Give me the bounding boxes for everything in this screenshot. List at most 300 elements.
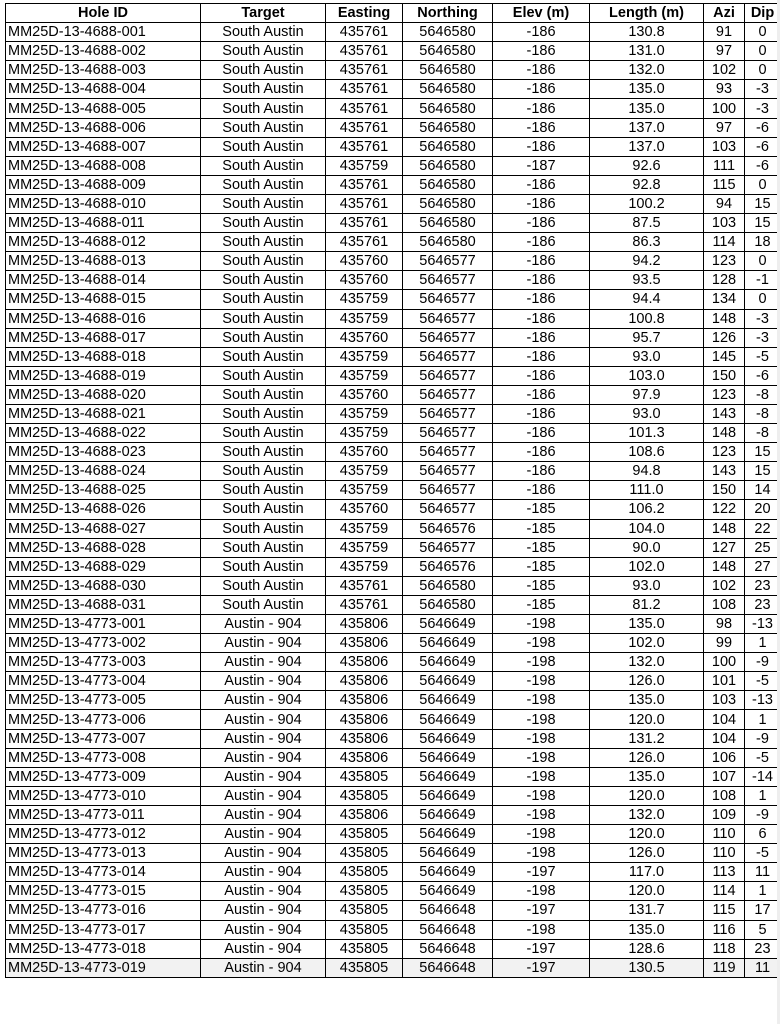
cell-length: 94.8 <box>590 462 704 481</box>
cell-dip: -6 <box>745 366 780 385</box>
cell-northing: 5646649 <box>403 863 493 882</box>
cell-target: South Austin <box>201 118 326 137</box>
cell-easting: 435806 <box>326 729 403 748</box>
cell-easting: 435759 <box>326 538 403 557</box>
cell-elev: -186 <box>493 80 590 99</box>
cell-length: 135.0 <box>590 80 704 99</box>
table-row <box>6 615 780 634</box>
cell-dip: -13 <box>745 691 780 710</box>
cell-elev: -186 <box>493 328 590 347</box>
cell-target: South Austin <box>201 156 326 175</box>
table-row <box>6 443 780 462</box>
cell-target: Austin - 904 <box>201 863 326 882</box>
cell-hole-id: MM25D-13-4688-002 <box>6 42 201 61</box>
cell-easting: 435759 <box>326 309 403 328</box>
cell-hole-id: MM25D-13-4688-016 <box>6 309 201 328</box>
cell-hole-id: MM25D-13-4773-016 <box>6 901 201 920</box>
cell-azi: 150 <box>704 481 745 500</box>
cell-northing: 5646577 <box>403 404 493 423</box>
cell-azi: 102 <box>704 61 745 80</box>
cell-hole-id: MM25D-13-4688-030 <box>6 576 201 595</box>
cell-northing: 5646580 <box>403 233 493 252</box>
cell-easting: 435805 <box>326 920 403 939</box>
cell-dip: 1 <box>745 634 780 653</box>
table-row <box>6 424 780 443</box>
cell-target: South Austin <box>201 194 326 213</box>
cell-length: 92.8 <box>590 175 704 194</box>
cell-hole-id: MM25D-13-4688-029 <box>6 557 201 576</box>
table-row <box>6 23 780 42</box>
cell-length: 132.0 <box>590 805 704 824</box>
cell-length: 95.7 <box>590 328 704 347</box>
cell-elev: -186 <box>493 404 590 423</box>
cell-azi: 143 <box>704 462 745 481</box>
cell-dip: -8 <box>745 404 780 423</box>
cell-azi: 128 <box>704 271 745 290</box>
cell-easting: 435761 <box>326 23 403 42</box>
cell-northing: 5646580 <box>403 576 493 595</box>
cell-target: Austin - 904 <box>201 939 326 958</box>
cell-target: Austin - 904 <box>201 786 326 805</box>
cell-target: Austin - 904 <box>201 672 326 691</box>
cell-dip: 25 <box>745 538 780 557</box>
cell-hole-id: MM25D-13-4688-006 <box>6 118 201 137</box>
cell-azi: 127 <box>704 538 745 557</box>
header-azi: Azi <box>704 4 745 23</box>
cell-northing: 5646577 <box>403 424 493 443</box>
cell-northing: 5646649 <box>403 729 493 748</box>
cell-length: 93.0 <box>590 404 704 423</box>
header-target: Target <box>201 4 326 23</box>
cell-dip: 20 <box>745 500 780 519</box>
cell-northing: 5646577 <box>403 385 493 404</box>
cell-dip: -8 <box>745 385 780 404</box>
cell-elev: -186 <box>493 137 590 156</box>
cell-length: 97.9 <box>590 385 704 404</box>
cell-hole-id: MM25D-13-4688-019 <box>6 366 201 385</box>
cell-dip: 0 <box>745 175 780 194</box>
cell-length: 120.0 <box>590 825 704 844</box>
cell-azi: 118 <box>704 939 745 958</box>
cell-elev: -197 <box>493 958 590 977</box>
cell-elev: -185 <box>493 557 590 576</box>
cell-azi: 103 <box>704 691 745 710</box>
cell-dip: 17 <box>745 901 780 920</box>
cell-azi: 97 <box>704 42 745 61</box>
table-row <box>6 710 780 729</box>
cell-easting: 435761 <box>326 233 403 252</box>
cell-length: 93.0 <box>590 576 704 595</box>
cell-length: 100.2 <box>590 194 704 213</box>
table-row <box>6 672 780 691</box>
cell-hole-id: MM25D-13-4688-013 <box>6 252 201 271</box>
cell-dip: 23 <box>745 595 780 614</box>
cell-length: 120.0 <box>590 882 704 901</box>
cell-length: 90.0 <box>590 538 704 557</box>
cell-target: South Austin <box>201 290 326 309</box>
cell-dip: -3 <box>745 328 780 347</box>
cell-azi: 123 <box>704 385 745 404</box>
cell-dip: -9 <box>745 805 780 824</box>
cell-azi: 148 <box>704 309 745 328</box>
header-easting: Easting <box>326 4 403 23</box>
cell-dip: 0 <box>745 42 780 61</box>
table-row <box>6 557 780 576</box>
table-row <box>6 347 780 366</box>
cell-northing: 5646580 <box>403 595 493 614</box>
cell-elev: -186 <box>493 290 590 309</box>
cell-elev: -197 <box>493 863 590 882</box>
table-row <box>6 462 780 481</box>
cell-easting: 435806 <box>326 805 403 824</box>
header-dip: Dip <box>745 4 780 23</box>
cell-azi: 148 <box>704 557 745 576</box>
table-row <box>6 42 780 61</box>
table-row <box>6 805 780 824</box>
cell-target: South Austin <box>201 519 326 538</box>
table-row <box>6 920 780 939</box>
cell-northing: 5646577 <box>403 252 493 271</box>
cell-elev: -186 <box>493 443 590 462</box>
cell-azi: 94 <box>704 194 745 213</box>
table-row <box>6 786 780 805</box>
cell-northing: 5646649 <box>403 767 493 786</box>
cell-hole-id: MM25D-13-4688-008 <box>6 156 201 175</box>
cell-dip: -3 <box>745 309 780 328</box>
cell-length: 102.0 <box>590 634 704 653</box>
cell-hole-id: MM25D-13-4688-024 <box>6 462 201 481</box>
cell-length: 126.0 <box>590 844 704 863</box>
cell-target: Austin - 904 <box>201 691 326 710</box>
cell-northing: 5646580 <box>403 118 493 137</box>
cell-easting: 435806 <box>326 672 403 691</box>
cell-target: South Austin <box>201 233 326 252</box>
cell-dip: -9 <box>745 729 780 748</box>
cell-northing: 5646577 <box>403 481 493 500</box>
cell-length: 93.0 <box>590 347 704 366</box>
cell-northing: 5646649 <box>403 825 493 844</box>
cell-target: South Austin <box>201 23 326 42</box>
cell-hole-id: MM25D-13-4773-008 <box>6 748 201 767</box>
cell-northing: 5646648 <box>403 901 493 920</box>
cell-length: 135.0 <box>590 691 704 710</box>
table-row <box>6 137 780 156</box>
cell-target: Austin - 904 <box>201 653 326 672</box>
cell-northing: 5646648 <box>403 920 493 939</box>
cell-dip: -3 <box>745 80 780 99</box>
cell-dip: -5 <box>745 748 780 767</box>
cell-elev: -198 <box>493 825 590 844</box>
cell-azi: 91 <box>704 23 745 42</box>
cell-length: 100.8 <box>590 309 704 328</box>
cell-dip: -5 <box>745 844 780 863</box>
cell-easting: 435806 <box>326 748 403 767</box>
cell-hole-id: MM25D-13-4688-014 <box>6 271 201 290</box>
cell-easting: 435761 <box>326 194 403 213</box>
cell-azi: 106 <box>704 748 745 767</box>
cell-length: 87.5 <box>590 214 704 233</box>
cell-northing: 5646577 <box>403 290 493 309</box>
table-row <box>6 653 780 672</box>
cell-easting: 435759 <box>326 156 403 175</box>
cell-length: 111.0 <box>590 481 704 500</box>
cell-target: South Austin <box>201 252 326 271</box>
cell-easting: 435805 <box>326 863 403 882</box>
cell-azi: 122 <box>704 500 745 519</box>
cell-length: 94.4 <box>590 290 704 309</box>
cell-elev: -186 <box>493 42 590 61</box>
cell-dip: 15 <box>745 214 780 233</box>
cell-easting: 435805 <box>326 882 403 901</box>
table-row <box>6 901 780 920</box>
cell-dip: 11 <box>745 863 780 882</box>
cell-easting: 435759 <box>326 290 403 309</box>
cell-hole-id: MM25D-13-4773-004 <box>6 672 201 691</box>
cell-hole-id: MM25D-13-4688-020 <box>6 385 201 404</box>
cell-easting: 435761 <box>326 175 403 194</box>
cell-azi: 150 <box>704 366 745 385</box>
table-row <box>6 99 780 118</box>
cell-easting: 435759 <box>326 557 403 576</box>
cell-easting: 435759 <box>326 366 403 385</box>
table-row <box>6 385 780 404</box>
cell-elev: -186 <box>493 99 590 118</box>
table-row <box>6 595 780 614</box>
cell-target: South Austin <box>201 538 326 557</box>
cell-length: 102.0 <box>590 557 704 576</box>
cell-length: 131.7 <box>590 901 704 920</box>
table-row <box>6 882 780 901</box>
table-row <box>6 252 780 271</box>
cell-easting: 435805 <box>326 786 403 805</box>
header-hole-id: Hole ID <box>6 4 201 23</box>
cell-elev: -186 <box>493 481 590 500</box>
cell-azi: 148 <box>704 424 745 443</box>
cell-azi: 104 <box>704 729 745 748</box>
cell-target: South Austin <box>201 443 326 462</box>
cell-azi: 114 <box>704 233 745 252</box>
cell-length: 131.0 <box>590 42 704 61</box>
cell-hole-id: MM25D-13-4773-014 <box>6 863 201 882</box>
cell-length: 108.6 <box>590 443 704 462</box>
cell-target: Austin - 904 <box>201 901 326 920</box>
cell-dip: 1 <box>745 786 780 805</box>
cell-length: 132.0 <box>590 653 704 672</box>
table-body <box>6 23 780 978</box>
cell-length: 137.0 <box>590 137 704 156</box>
cell-target: South Austin <box>201 175 326 194</box>
cell-elev: -186 <box>493 118 590 137</box>
cell-northing: 5646580 <box>403 137 493 156</box>
cell-length: 126.0 <box>590 748 704 767</box>
cell-dip: 11 <box>745 958 780 977</box>
cell-azi: 97 <box>704 118 745 137</box>
cell-target: South Austin <box>201 385 326 404</box>
cell-hole-id: MM25D-13-4773-002 <box>6 634 201 653</box>
cell-dip: 22 <box>745 519 780 538</box>
cell-northing: 5646648 <box>403 958 493 977</box>
table-row <box>6 328 780 347</box>
cell-azi: 102 <box>704 576 745 595</box>
cell-azi: 123 <box>704 252 745 271</box>
cell-easting: 435806 <box>326 615 403 634</box>
cell-elev: -186 <box>493 424 590 443</box>
cell-elev: -198 <box>493 805 590 824</box>
cell-target: Austin - 904 <box>201 844 326 863</box>
cell-hole-id: MM25D-13-4773-009 <box>6 767 201 786</box>
cell-length: 103.0 <box>590 366 704 385</box>
cell-easting: 435761 <box>326 595 403 614</box>
table-row <box>6 61 780 80</box>
cell-azi: 103 <box>704 214 745 233</box>
table-row <box>6 309 780 328</box>
cell-easting: 435759 <box>326 404 403 423</box>
cell-azi: 115 <box>704 901 745 920</box>
cell-target: South Austin <box>201 42 326 61</box>
cell-target: Austin - 904 <box>201 825 326 844</box>
cell-target: Austin - 904 <box>201 615 326 634</box>
cell-dip: 6 <box>745 825 780 844</box>
cell-target: South Austin <box>201 500 326 519</box>
cell-length: 93.5 <box>590 271 704 290</box>
cell-northing: 5646580 <box>403 214 493 233</box>
header-elev: Elev (m) <box>493 4 590 23</box>
cell-northing: 5646580 <box>403 42 493 61</box>
cell-azi: 104 <box>704 710 745 729</box>
cell-dip: 0 <box>745 252 780 271</box>
cell-hole-id: MM25D-13-4688-021 <box>6 404 201 423</box>
table-row <box>6 576 780 595</box>
table-row <box>6 233 780 252</box>
cell-northing: 5646580 <box>403 194 493 213</box>
cell-easting: 435761 <box>326 99 403 118</box>
cell-target: South Austin <box>201 214 326 233</box>
cell-northing: 5646649 <box>403 844 493 863</box>
cell-hole-id: MM25D-13-4688-010 <box>6 194 201 213</box>
cell-length: 130.8 <box>590 23 704 42</box>
cell-hole-id: MM25D-13-4688-017 <box>6 328 201 347</box>
cell-easting: 435760 <box>326 328 403 347</box>
cell-elev: -186 <box>493 23 590 42</box>
cell-target: Austin - 904 <box>201 748 326 767</box>
cell-northing: 5646649 <box>403 882 493 901</box>
table-row <box>6 729 780 748</box>
cell-elev: -186 <box>493 462 590 481</box>
cell-target: South Austin <box>201 557 326 576</box>
cell-hole-id: MM25D-13-4773-017 <box>6 920 201 939</box>
cell-target: South Austin <box>201 595 326 614</box>
cell-length: 135.0 <box>590 767 704 786</box>
cell-dip: 15 <box>745 443 780 462</box>
cell-easting: 435805 <box>326 767 403 786</box>
cell-target: South Austin <box>201 481 326 500</box>
cell-elev: -186 <box>493 271 590 290</box>
cell-azi: 110 <box>704 844 745 863</box>
header-length: Length (m) <box>590 4 704 23</box>
table-row <box>6 844 780 863</box>
cell-hole-id: MM25D-13-4688-026 <box>6 500 201 519</box>
cell-azi: 103 <box>704 137 745 156</box>
cell-hole-id: MM25D-13-4688-005 <box>6 99 201 118</box>
cell-northing: 5646577 <box>403 271 493 290</box>
cell-elev: -185 <box>493 519 590 538</box>
cell-elev: -186 <box>493 366 590 385</box>
cell-dip: -6 <box>745 118 780 137</box>
cell-easting: 435805 <box>326 958 403 977</box>
cell-azi: 107 <box>704 767 745 786</box>
cell-easting: 435760 <box>326 385 403 404</box>
cell-length: 126.0 <box>590 672 704 691</box>
cell-elev: -197 <box>493 939 590 958</box>
cell-hole-id: MM25D-13-4773-019 <box>6 958 201 977</box>
cell-northing: 5646577 <box>403 328 493 347</box>
cell-northing: 5646648 <box>403 939 493 958</box>
cell-dip: 1 <box>745 710 780 729</box>
cell-elev: -198 <box>493 920 590 939</box>
cell-dip: -6 <box>745 156 780 175</box>
cell-hole-id: MM25D-13-4773-005 <box>6 691 201 710</box>
cell-azi: 111 <box>704 156 745 175</box>
cell-target: South Austin <box>201 462 326 481</box>
cell-northing: 5646649 <box>403 786 493 805</box>
cell-hole-id: MM25D-13-4688-003 <box>6 61 201 80</box>
table-row <box>6 538 780 557</box>
cell-length: 120.0 <box>590 786 704 805</box>
cell-hole-id: MM25D-13-4773-001 <box>6 615 201 634</box>
cell-elev: -198 <box>493 710 590 729</box>
cell-dip: -14 <box>745 767 780 786</box>
cell-target: Austin - 904 <box>201 805 326 824</box>
table-row <box>6 194 780 213</box>
cell-azi: 143 <box>704 404 745 423</box>
cell-dip: 15 <box>745 462 780 481</box>
cell-dip: -5 <box>745 347 780 366</box>
cell-azi: 123 <box>704 443 745 462</box>
cell-dip: -13 <box>745 615 780 634</box>
cell-elev: -198 <box>493 615 590 634</box>
cell-northing: 5646577 <box>403 500 493 519</box>
cell-dip: -8 <box>745 424 780 443</box>
cell-easting: 435761 <box>326 576 403 595</box>
cell-elev: -186 <box>493 385 590 404</box>
cell-dip: 23 <box>745 576 780 595</box>
cell-elev: -198 <box>493 748 590 767</box>
cell-easting: 435761 <box>326 118 403 137</box>
table-row <box>6 939 780 958</box>
cell-length: 132.0 <box>590 61 704 80</box>
cell-easting: 435806 <box>326 653 403 672</box>
cell-target: South Austin <box>201 576 326 595</box>
cell-azi: 145 <box>704 347 745 366</box>
drill-hole-table <box>5 3 780 978</box>
cell-azi: 114 <box>704 882 745 901</box>
cell-elev: -198 <box>493 653 590 672</box>
cell-hole-id: MM25D-13-4688-023 <box>6 443 201 462</box>
cell-northing: 5646649 <box>403 672 493 691</box>
cell-elev: -198 <box>493 767 590 786</box>
cell-easting: 435806 <box>326 634 403 653</box>
cell-target: South Austin <box>201 366 326 385</box>
cell-length: 120.0 <box>590 710 704 729</box>
cell-northing: 5646580 <box>403 99 493 118</box>
cell-elev: -186 <box>493 252 590 271</box>
cell-northing: 5646577 <box>403 366 493 385</box>
header-northing: Northing <box>403 4 493 23</box>
cell-easting: 435759 <box>326 462 403 481</box>
cell-hole-id: MM25D-13-4688-031 <box>6 595 201 614</box>
table-row <box>6 118 780 137</box>
cell-hole-id: MM25D-13-4688-001 <box>6 23 201 42</box>
